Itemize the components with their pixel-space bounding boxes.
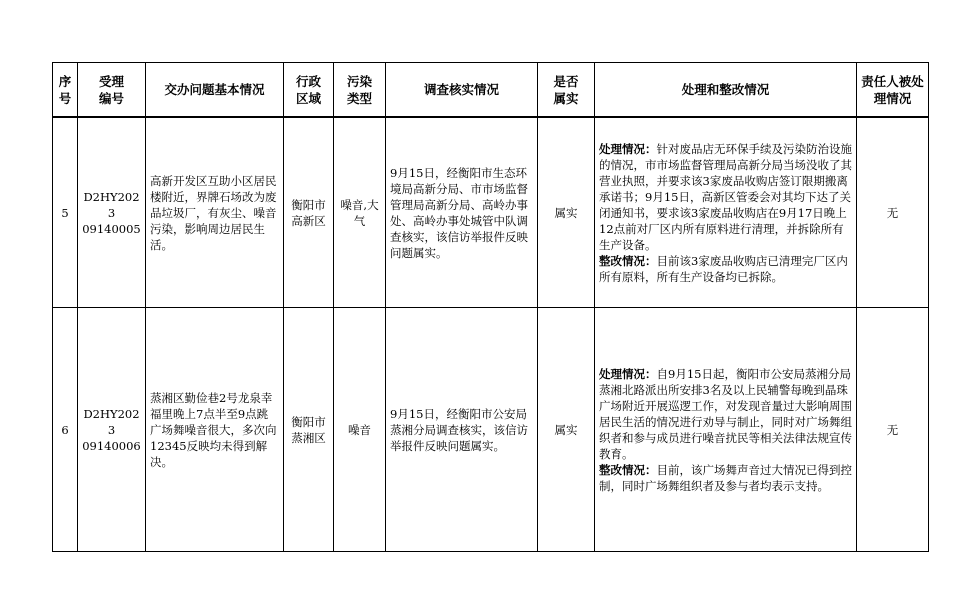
cell-basic: 高新开发区互助小区居民楼附近，界牌石场改为废品垃圾厂，有灰尘、噪音污染，影响周边居民生活。 xyxy=(146,117,284,308)
header-accountability-line2: 理情况 xyxy=(873,90,912,106)
header-seq xyxy=(53,63,78,118)
header-id-line2: 编号 xyxy=(98,90,124,106)
header-region-line1: 行政 xyxy=(295,73,321,89)
header-accountability xyxy=(857,63,929,118)
header-id xyxy=(78,63,146,118)
header-pollution-line1: 污染 xyxy=(346,73,372,89)
header-region-line2: 区域 xyxy=(295,90,321,106)
table-row xyxy=(53,117,929,308)
cell-id xyxy=(78,308,146,552)
handling-text: 针对废品店无环保手续及污染防治设施的情况，市市场监督管理局高新分局当场没收了其营业执照，并要求该3家废品收购店签订限期搬离承诺书；9月15日，高新区管委会对其均下达了关闭通知书，要求该3家废品收购店在9月17日晚上12点前对厂区内所有原料进行清理，并拆除所有生产设备。 xyxy=(599,141,852,252)
header-seq-line1: 序 xyxy=(58,73,72,89)
cell-id-line1: D2HY2023 xyxy=(83,406,140,437)
cell-accountability: 无 xyxy=(857,117,929,308)
header-seq-line2: 号 xyxy=(58,90,72,106)
header-region xyxy=(284,63,334,118)
handling-text: 自9月15日起，衡阳市公安局蒸湘分局蒸湘北路派出所安排3名及以上民辅警每晚到晶珠广场附近开展巡逻工作，对发现音量过大影响周围居民生活的情况进行劝导与制止，同时对广场舞组织者和参与成员进行噪音扰民等相关法律法规宣传教育。 xyxy=(599,366,852,461)
cell-region: 衡阳市蒸湘区 xyxy=(284,308,334,552)
cell-pollution: 噪音,大气 xyxy=(334,117,386,308)
header-investigation: 调查核实情况 xyxy=(386,63,538,118)
header-basic: 交办问题基本情况 xyxy=(146,63,284,118)
rectify-text: 目前，该广场舞声音过大情况已得到控制，同时广场舞组织者及参与者均表示支持。 xyxy=(599,462,852,493)
cell-seq: 6 xyxy=(53,308,78,552)
header-row xyxy=(53,63,929,118)
cell-id-line2: 09140005 xyxy=(82,221,141,236)
header-id-line1: 受理 xyxy=(98,73,124,89)
header-pollution xyxy=(334,63,386,118)
rectify-text: 目前该3家废品收购店已清理完厂区内所有原料，所有生产设备均已拆除。 xyxy=(599,253,848,284)
cell-verified: 属实 xyxy=(538,117,595,308)
cell-handling xyxy=(595,308,857,552)
cell-accountability: 无 xyxy=(857,308,929,552)
cell-investigation: 9月15日，经衡阳市公安局蒸湘分局调查核实，该信访举报件反映问题属实。 xyxy=(386,308,538,552)
rectify-label: 整改情况： xyxy=(599,462,657,477)
header-pollution-line2: 类型 xyxy=(346,90,372,106)
handling-label: 处理情况： xyxy=(599,366,657,381)
cell-seq: 5 xyxy=(53,117,78,308)
cell-id-line1: D2HY2023 xyxy=(83,189,140,220)
cell-handling xyxy=(595,117,857,308)
cell-investigation: 9月15日，经衡阳市生态环境局高新分局、市市场监督管理局高新分局、高岭办事处、高岭办事处城管中队调查核实，该信访举报件反映问题属实。 xyxy=(386,117,538,308)
header-accountability-line1: 责任人被处 xyxy=(861,73,924,89)
complaint-table xyxy=(52,62,929,552)
cell-pollution: 噪音 xyxy=(334,308,386,552)
cell-id-line2: 09140006 xyxy=(82,438,141,453)
cell-id xyxy=(78,117,146,308)
cell-region: 衡阳市高新区 xyxy=(284,117,334,308)
table-row xyxy=(53,308,929,552)
header-verified xyxy=(538,63,595,118)
header-verified-line2: 属实 xyxy=(553,90,579,106)
rectify-label: 整改情况： xyxy=(599,253,657,268)
header-handling: 处理和整改情况 xyxy=(595,63,857,118)
cell-verified: 属实 xyxy=(538,308,595,552)
cell-basic: 蒸湘区勤俭巷2号龙泉幸福里晚上7点半至9点跳广场舞噪音很大，多次向12345反映均未得到解决。 xyxy=(146,308,284,552)
handling-label: 处理情况： xyxy=(599,141,657,156)
header-verified-line1: 是否 xyxy=(553,73,579,89)
